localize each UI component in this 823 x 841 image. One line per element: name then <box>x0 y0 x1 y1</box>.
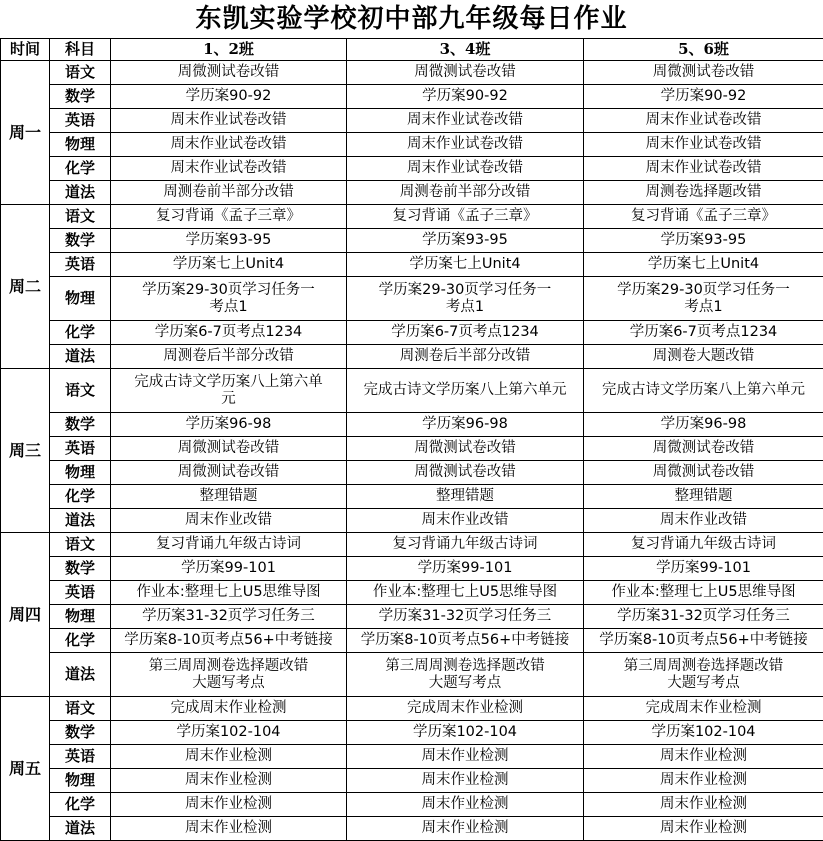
homework-line: 第三周周测卷选择题改错 <box>113 658 344 675</box>
homework-cell: 学历案8-10页考点56+中考链接 <box>347 629 584 653</box>
homework-cell: 整理错题 <box>347 485 584 509</box>
homework-cell: 学历案七上Unit4 <box>584 253 823 277</box>
table-row <box>1 205 823 229</box>
homework-cell: 学历案96-98 <box>584 413 823 437</box>
subject-cell: 语文 <box>50 61 111 85</box>
homework-line: 大题写考点 <box>349 675 581 692</box>
subject-cell: 物理 <box>50 461 111 485</box>
homework-cell: 学历案31-32页学习任务三 <box>347 605 584 629</box>
table-row <box>1 321 823 345</box>
subject-cell: 物理 <box>50 605 111 629</box>
homework-cell: 学历案102-104 <box>584 721 823 745</box>
subject-cell: 化学 <box>50 157 111 181</box>
subject-cell: 化学 <box>50 321 111 345</box>
homework-line: 考点1 <box>586 299 821 316</box>
subject-cell: 道法 <box>50 653 111 697</box>
table-row <box>1 769 823 793</box>
table-row <box>1 133 823 157</box>
homework-cell <box>347 653 584 697</box>
homework-cell: 周测卷大题改错 <box>584 345 823 369</box>
homework-cell: 周末作业检测 <box>347 745 584 769</box>
subject-cell: 物理 <box>50 133 111 157</box>
table-row <box>1 109 823 133</box>
homework-cell: 复习背诵《孟子三章》 <box>111 205 347 229</box>
homework-cell: 周末作业检测 <box>111 817 347 841</box>
homework-cell: 复习背诵《孟子三章》 <box>347 205 584 229</box>
homework-cell: 学历案93-95 <box>347 229 584 253</box>
homework-cell: 周末作业试卷改错 <box>347 157 584 181</box>
table-row <box>1 437 823 461</box>
homework-cell <box>347 277 584 321</box>
homework-line: 第三周周测卷选择题改错 <box>349 658 581 675</box>
homework-cell: 周末作业检测 <box>111 769 347 793</box>
homework-cell: 周微测试卷改错 <box>584 437 823 461</box>
homework-cell: 周微测试卷改错 <box>111 461 347 485</box>
homework-cell: 作业本:整理七上U5思维导图 <box>584 581 823 605</box>
homework-cell: 完成周末作业检测 <box>584 697 823 721</box>
homework-cell: 周末作业检测 <box>584 793 823 817</box>
homework-cell: 学历案102-104 <box>347 721 584 745</box>
homework-cell: 周微测试卷改错 <box>347 61 584 85</box>
subject-cell: 语文 <box>50 205 111 229</box>
homework-cell: 周末作业检测 <box>584 769 823 793</box>
homework-cell: 周末作业试卷改错 <box>584 109 823 133</box>
table-row <box>1 461 823 485</box>
subject-cell: 英语 <box>50 109 111 133</box>
subject-cell: 数学 <box>50 557 111 581</box>
homework-cell: 周末作业检测 <box>111 745 347 769</box>
table-row <box>1 485 823 509</box>
homework-cell: 学历案93-95 <box>111 229 347 253</box>
homework-cell: 周测卷前半部分改错 <box>347 181 584 205</box>
homework-cell: 周测卷前半部分改错 <box>111 181 347 205</box>
table-row <box>1 745 823 769</box>
homework-cell: 作业本:整理七上U5思维导图 <box>111 581 347 605</box>
homework-cell: 周微测试卷改错 <box>584 61 823 85</box>
homework-cell: 复习背诵《孟子三章》 <box>584 205 823 229</box>
subject-cell: 英语 <box>50 253 111 277</box>
homework-cell: 周末作业试卷改错 <box>347 109 584 133</box>
homework-cell: 周末作业改错 <box>347 509 584 533</box>
subject-cell: 道法 <box>50 817 111 841</box>
header-class-5-6: 5、6班 <box>584 39 823 61</box>
header-time: 时间 <box>1 39 50 61</box>
homework-cell: 完成周末作业检测 <box>111 697 347 721</box>
header-class-3-4: 3、4班 <box>347 39 584 61</box>
subject-cell: 道法 <box>50 345 111 369</box>
homework-cell: 周测卷后半部分改错 <box>347 345 584 369</box>
homework-cell: 周末作业改错 <box>584 509 823 533</box>
homework-cell: 周微测试卷改错 <box>111 437 347 461</box>
homework-cell: 整理错题 <box>111 485 347 509</box>
subject-cell: 语文 <box>50 697 111 721</box>
homework-cell: 周末作业检测 <box>584 817 823 841</box>
homework-cell: 学历案6-7页考点1234 <box>584 321 823 345</box>
subject-cell: 化学 <box>50 485 111 509</box>
homework-cell <box>111 653 347 697</box>
homework-line: 大题写考点 <box>113 675 344 692</box>
homework-cell: 学历案99-101 <box>111 557 347 581</box>
homework-cell: 学历案31-32页学习任务三 <box>584 605 823 629</box>
homework-line: 学历案29-30页学习任务一 <box>586 282 821 299</box>
homework-cell: 学历案31-32页学习任务三 <box>111 605 347 629</box>
homework-line: 考点1 <box>349 299 581 316</box>
homework-line: 考点1 <box>113 299 344 316</box>
subject-cell: 物理 <box>50 769 111 793</box>
homework-cell: 周微测试卷改错 <box>584 461 823 485</box>
homework-cell: 学历案七上Unit4 <box>111 253 347 277</box>
homework-cell: 周末作业改错 <box>111 509 347 533</box>
day-cell: 周五 <box>1 697 50 841</box>
table-row <box>1 509 823 533</box>
homework-cell: 周微测试卷改错 <box>111 61 347 85</box>
subject-cell: 数学 <box>50 413 111 437</box>
table-row <box>1 793 823 817</box>
homework-cell: 学历案99-101 <box>347 557 584 581</box>
homework-cell <box>111 277 347 321</box>
homework-cell: 周末作业试卷改错 <box>111 157 347 181</box>
subject-cell: 语文 <box>50 369 111 413</box>
homework-cell: 周末作业试卷改错 <box>347 133 584 157</box>
homework-cell: 学历案90-92 <box>584 85 823 109</box>
table-row <box>1 229 823 253</box>
homework-cell: 周测卷选择题改错 <box>584 181 823 205</box>
page-title: 东凯实验学校初中部九年级每日作业 <box>0 0 823 38</box>
table-body <box>1 61 823 841</box>
header-subject: 科目 <box>50 39 111 61</box>
homework-cell: 完成古诗文学历案八上第六单元 <box>584 369 823 413</box>
table-row <box>1 157 823 181</box>
table-row <box>1 629 823 653</box>
subject-cell: 化学 <box>50 793 111 817</box>
homework-cell: 周末作业检测 <box>584 745 823 769</box>
day-cell: 周二 <box>1 205 50 369</box>
table-row <box>1 413 823 437</box>
homework-cell: 复习背诵九年级古诗词 <box>347 533 584 557</box>
homework-cell: 学历案6-7页考点1234 <box>111 321 347 345</box>
homework-cell: 周末作业检测 <box>347 769 584 793</box>
header-class-1-2: 1、2班 <box>111 39 347 61</box>
homework-cell: 周末作业检测 <box>347 817 584 841</box>
subject-cell: 数学 <box>50 85 111 109</box>
homework-cell: 周末作业试卷改错 <box>584 133 823 157</box>
day-cell: 周四 <box>1 533 50 697</box>
homework-cell: 周微测试卷改错 <box>347 461 584 485</box>
homework-cell <box>111 369 347 413</box>
table-row <box>1 697 823 721</box>
subject-cell: 道法 <box>50 509 111 533</box>
day-cell: 周一 <box>1 61 50 205</box>
table-row <box>1 557 823 581</box>
table-row <box>1 253 823 277</box>
table-row <box>1 817 823 841</box>
homework-cell: 周末作业试卷改错 <box>111 133 347 157</box>
subject-cell: 数学 <box>50 229 111 253</box>
table-row <box>1 533 823 557</box>
homework-cell: 学历案8-10页考点56+中考链接 <box>584 629 823 653</box>
day-cell: 周三 <box>1 369 50 533</box>
homework-line: 大题写考点 <box>586 675 821 692</box>
table-row <box>1 277 823 321</box>
table-row <box>1 581 823 605</box>
subject-cell: 英语 <box>50 745 111 769</box>
homework-cell <box>584 277 823 321</box>
table-row <box>1 85 823 109</box>
homework-line: 学历案29-30页学习任务一 <box>349 282 581 299</box>
homework-cell: 周测卷后半部分改错 <box>111 345 347 369</box>
homework-line: 完成古诗文学历案八上第六单 <box>113 374 344 391</box>
homework-cell: 周末作业试卷改错 <box>584 157 823 181</box>
table-row <box>1 345 823 369</box>
homework-cell: 周微测试卷改错 <box>347 437 584 461</box>
homework-line: 第三周周测卷选择题改错 <box>586 658 821 675</box>
homework-cell: 周末作业检测 <box>347 793 584 817</box>
homework-cell: 作业本:整理七上U5思维导图 <box>347 581 584 605</box>
homework-cell <box>584 653 823 697</box>
homework-cell: 完成周末作业检测 <box>347 697 584 721</box>
homework-cell: 学历案七上Unit4 <box>347 253 584 277</box>
header-row <box>1 39 823 61</box>
homework-cell: 学历案96-98 <box>347 413 584 437</box>
homework-line: 元 <box>113 391 344 408</box>
table-row <box>1 721 823 745</box>
subject-cell: 英语 <box>50 581 111 605</box>
table-row <box>1 181 823 205</box>
subject-cell: 化学 <box>50 629 111 653</box>
homework-cell: 学历案96-98 <box>111 413 347 437</box>
homework-cell: 周末作业检测 <box>111 793 347 817</box>
homework-cell: 学历案93-95 <box>584 229 823 253</box>
subject-cell: 数学 <box>50 721 111 745</box>
homework-cell: 复习背诵九年级古诗词 <box>111 533 347 557</box>
homework-table <box>0 38 823 841</box>
homework-cell: 学历案8-10页考点56+中考链接 <box>111 629 347 653</box>
homework-cell: 学历案6-7页考点1234 <box>347 321 584 345</box>
homework-cell: 周末作业试卷改错 <box>111 109 347 133</box>
homework-cell: 复习背诵九年级古诗词 <box>584 533 823 557</box>
table-row <box>1 653 823 697</box>
homework-cell: 学历案90-92 <box>347 85 584 109</box>
table-row <box>1 61 823 85</box>
homework-cell: 整理错题 <box>584 485 823 509</box>
homework-cell: 学历案102-104 <box>111 721 347 745</box>
table-row <box>1 369 823 413</box>
subject-cell: 道法 <box>50 181 111 205</box>
subject-cell: 物理 <box>50 277 111 321</box>
homework-cell: 学历案99-101 <box>584 557 823 581</box>
homework-cell: 完成古诗文学历案八上第六单元 <box>347 369 584 413</box>
homework-cell: 学历案90-92 <box>111 85 347 109</box>
table-row <box>1 605 823 629</box>
subject-cell: 英语 <box>50 437 111 461</box>
homework-line: 学历案29-30页学习任务一 <box>113 282 344 299</box>
subject-cell: 语文 <box>50 533 111 557</box>
